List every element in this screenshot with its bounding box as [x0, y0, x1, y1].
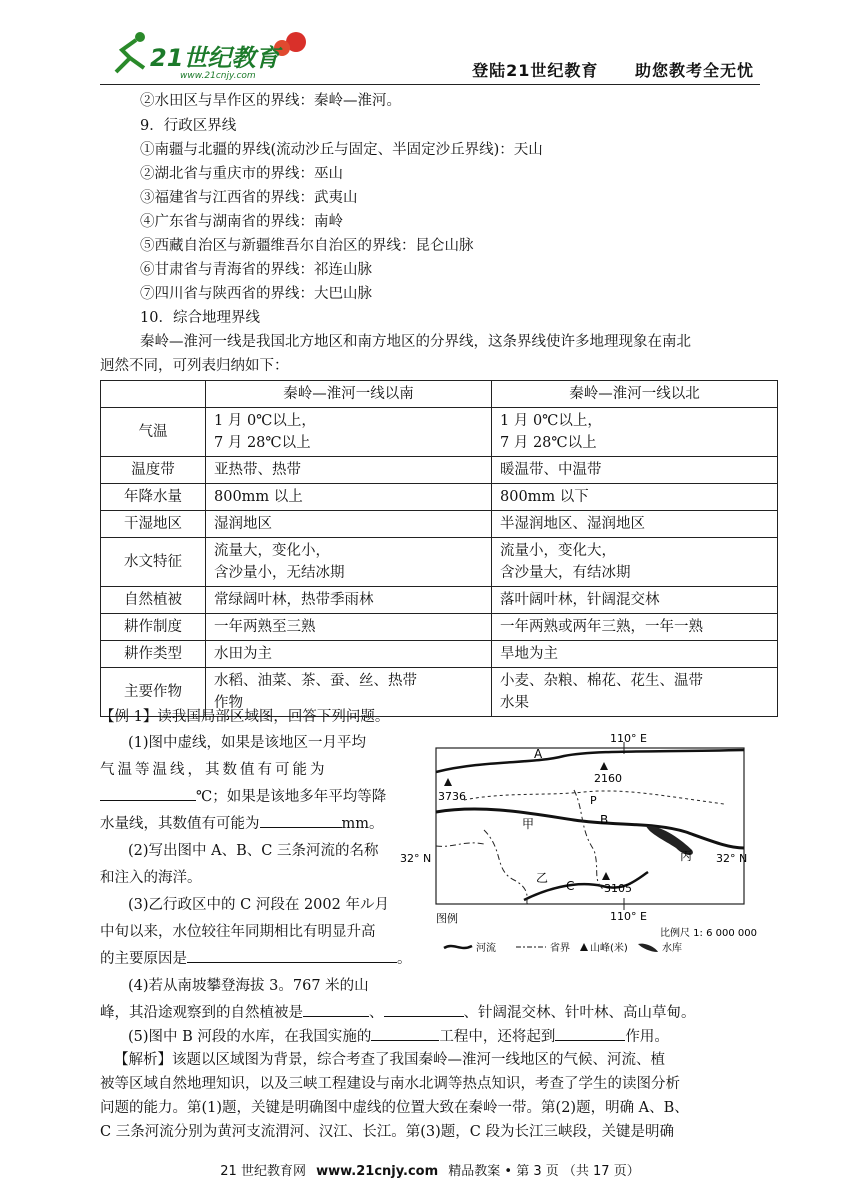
question-line	[100, 1000, 696, 1024]
cell-line: 1 月 0℃以上，	[500, 413, 602, 429]
cell-north: 暖温带、中温带	[492, 457, 778, 484]
footer-url[interactable]: www.21cnjy.com	[316, 1164, 439, 1179]
footer-page: 精品教案 • 第 3 页 （共 17 页）	[448, 1164, 640, 1179]
answer-blank[interactable]	[384, 1000, 464, 1017]
cell-north: 旱地为主	[492, 641, 778, 668]
cell-north	[492, 538, 778, 587]
question-text: 峰，其沿途观察到的自然植被是	[100, 1005, 303, 1021]
answer-blank[interactable]	[187, 946, 397, 963]
question-line: (2)写出图中 A、B、C 三条河流的名称	[128, 843, 379, 859]
map-scale: 比例尺 1: 6 000 000	[660, 928, 757, 939]
question-text: mm。	[341, 816, 384, 832]
lon-label-top: 110° E	[610, 732, 647, 745]
question-line	[100, 811, 418, 838]
cell-north: 半湿润地区、湿润地区	[492, 511, 778, 538]
row-label: 自然植被	[101, 587, 206, 614]
question-text: 、	[369, 1005, 384, 1021]
question-line	[100, 1024, 669, 1048]
table-row	[101, 587, 778, 614]
legend-title: 图例	[436, 912, 458, 925]
question-line	[100, 946, 418, 973]
text-line: ④广东省与湖南省的界线：南岭	[140, 214, 343, 230]
cell-line: 水果	[500, 695, 529, 711]
tagline-slogan: 助您教考全无忧	[634, 61, 754, 80]
province-border	[484, 830, 528, 904]
row-label: 温度带	[101, 457, 206, 484]
row-label: 年降水量	[101, 484, 206, 511]
row-label: 干湿地区	[101, 511, 206, 538]
province-border	[574, 790, 604, 890]
peak-icon	[602, 872, 610, 880]
cell-line: 含沙量小，无结冰期	[214, 565, 345, 581]
svg-text:www.21cnjy.com: www.21cnjy.com	[180, 71, 256, 81]
cell-south	[206, 408, 492, 457]
row-label: 主要作物	[101, 668, 206, 717]
text-line: ②湖北省与重庆市的界线：巫山	[140, 166, 343, 182]
text-line: ⑦四川省与陕西省的界线：大巴山脉	[140, 286, 372, 302]
cell-south: 水田为主	[206, 641, 492, 668]
cell-north: 一年两熟或两年三熟，一年一熟	[492, 614, 778, 641]
legend-river-icon	[444, 946, 472, 948]
river-c-label: C	[566, 879, 575, 893]
peak-label: 3736	[438, 790, 466, 803]
cell-line: 流量小，变化大，	[500, 543, 616, 559]
question-text: 作用。	[625, 1029, 669, 1045]
table-row	[101, 614, 778, 641]
cell-line: 1 月 0℃以上，	[214, 413, 316, 429]
cell-north: 落叶阔叶林，针阔混交林	[492, 587, 778, 614]
legend-reservoir-label: 水库	[662, 943, 682, 954]
cell-line: 水稻、油菜、茶、蚕、丝、热带	[214, 673, 417, 689]
row-label: 耕作制度	[101, 614, 206, 641]
text-line: ③福建省与江西省的界线：武夷山	[140, 190, 358, 206]
legend-border-label: 省界	[550, 943, 570, 954]
table-row	[101, 538, 778, 587]
cell-south: 湿润地区	[206, 511, 492, 538]
question-line: (1)图中虚线，如果是该地区一月平均	[128, 735, 367, 751]
text-line: ⑥甘肃省与青海省的界线：祁连山脉	[140, 262, 372, 278]
peak-label: 3105	[604, 882, 632, 895]
table-corner	[101, 381, 206, 408]
table-row	[101, 484, 778, 511]
legend-river-label: 河流	[476, 943, 496, 954]
cell-south: 亚热带、热带	[206, 457, 492, 484]
cell-line: 7 月 28℃以上	[214, 435, 311, 451]
text-line: 秦岭—淮河一线是我国北方地区和南方地区的分界线，这条界线使许多地理现象在南北	[140, 334, 691, 350]
peak-label: 2160	[594, 772, 622, 785]
text-line: ⑤西藏自治区与新疆维吾尔自治区的界线：昆仑山脉	[140, 238, 474, 254]
answer-blank[interactable]	[371, 1024, 439, 1041]
row-label: 气温	[101, 408, 206, 457]
question-line	[100, 757, 418, 784]
question-text: 的主要原因是	[100, 951, 187, 967]
question-text: ℃；如果是该地多年平均等降	[196, 789, 387, 805]
legend-peak-label: 山峰(米)	[590, 943, 628, 954]
text-line: 迥然不同，可列表归纳如下：	[100, 358, 289, 374]
analysis-line: 【解析】该题以区域图为背景，综合考查了我国秦岭—淮河一线地区的气候、河流、植	[114, 1052, 665, 1068]
table-row	[101, 511, 778, 538]
cell-line: 流量大，变化小，	[214, 543, 330, 559]
page-footer	[0, 1160, 860, 1179]
cell-line: 7 月 28℃以上	[500, 435, 597, 451]
cell-south: 800mm 以上	[206, 484, 492, 511]
province-border	[436, 843, 484, 846]
section-heading: 9．行政区界线	[140, 118, 237, 134]
peak-icon	[444, 778, 452, 786]
text-line: ②水田区与旱作区的界线：秦岭—淮河。	[140, 93, 401, 109]
legend-peak-icon	[580, 943, 588, 951]
analysis-line: 问题的能力。第(1)题，关键是明确图中虚线的位置大致在秦岭一带。第(2)题，明确 A、B、	[100, 1100, 689, 1116]
question-line: 中旬以来，水位较往年同期相比有明显升高	[100, 924, 376, 940]
row-label: 耕作类型	[101, 641, 206, 668]
map-frame	[436, 748, 744, 904]
cell-north: 800mm 以下	[492, 484, 778, 511]
comparison-table	[100, 380, 778, 717]
river-a-label: A	[534, 747, 543, 761]
river-a	[436, 750, 744, 772]
footer-site: 21 世纪教育网	[220, 1164, 306, 1179]
table-header-row	[101, 381, 778, 408]
lat-label-left: 32° N	[400, 852, 432, 865]
cell-line: 小麦、杂粮、棉花、花生、温带	[500, 673, 703, 689]
svg-text:21世纪教育: 21世纪教育	[150, 44, 280, 72]
question-text: 、针阔混交林、针叶林、高山草甸。	[463, 1005, 696, 1021]
answer-blank[interactable]	[555, 1024, 625, 1041]
question-line: (4)若从南坡攀登海拔 3。767 米的山	[128, 978, 369, 994]
question-block	[100, 730, 418, 1000]
lat-label-right: 32° N	[716, 852, 748, 865]
river-b-label: B	[600, 813, 609, 827]
table-row	[101, 457, 778, 484]
analysis-line: C 三条河流分别为黄河支流渭河、汉江、长江。第(3)题，C 段为长江三峡段，关键是明确	[100, 1124, 674, 1140]
page-header	[100, 20, 760, 85]
section-heading: 10．综合地理界线	[140, 310, 260, 326]
question-text: 。	[397, 951, 412, 967]
header-tagline	[442, 58, 754, 81]
region-yi-label: 乙	[536, 871, 549, 885]
example-title: 【例 1】读我国局部区域图，回答下列问题。	[100, 709, 390, 725]
question-line: 和注入的海洋。	[100, 870, 202, 886]
question-text: (5)图中 B 河段的水库，在我国实施的	[128, 1029, 372, 1045]
point-p-label: P	[590, 794, 597, 807]
question-text: 水量线，其数值有可能为	[100, 816, 260, 832]
lon-label-bottom: 110° E	[610, 910, 647, 923]
question-line	[100, 784, 418, 811]
cell-line: 含沙量大，有结冰期	[500, 565, 631, 581]
region-map	[400, 730, 760, 954]
cell-north	[492, 668, 778, 717]
cell-south	[206, 538, 492, 587]
question-line: (3)乙行政区中的 C 河段在 2002 年ル月	[128, 897, 389, 913]
cell-north	[492, 408, 778, 457]
analysis-line: 被等区域自然地理知识，以及三峡工程建设与南水北调等热点知识，考查了学生的读图分析	[100, 1076, 680, 1092]
table-row	[101, 641, 778, 668]
answer-blank[interactable]	[303, 1000, 369, 1017]
cell-line: 作物	[214, 695, 243, 711]
tagline-login: 登陆21世纪教育	[472, 61, 599, 80]
cell-south: 一年两熟至三熟	[206, 614, 492, 641]
region-bing-label: 丙	[680, 849, 693, 863]
peak-icon	[600, 762, 608, 770]
question-text: 气温等温线，其数值有可能为	[100, 762, 328, 778]
answer-blank[interactable]	[100, 784, 196, 801]
region-jia-label: 甲	[522, 817, 535, 831]
column-header-south: 秦岭—淮河一线以南	[206, 381, 492, 408]
table-row	[101, 408, 778, 457]
text-line: ①南疆与北疆的界线(流动沙丘与固定、半固定沙丘界线)：天山	[140, 142, 543, 158]
column-header-north: 秦岭—淮河一线以北	[492, 381, 778, 408]
question-text: 工程中，还将起到	[439, 1029, 556, 1045]
legend-reservoir-icon	[638, 944, 658, 952]
site-logo	[110, 28, 320, 80]
cell-south: 常绿阔叶林，热带季雨林	[206, 587, 492, 614]
row-label: 水文特征	[101, 538, 206, 587]
answer-blank[interactable]	[260, 811, 342, 828]
river-b	[436, 809, 744, 848]
